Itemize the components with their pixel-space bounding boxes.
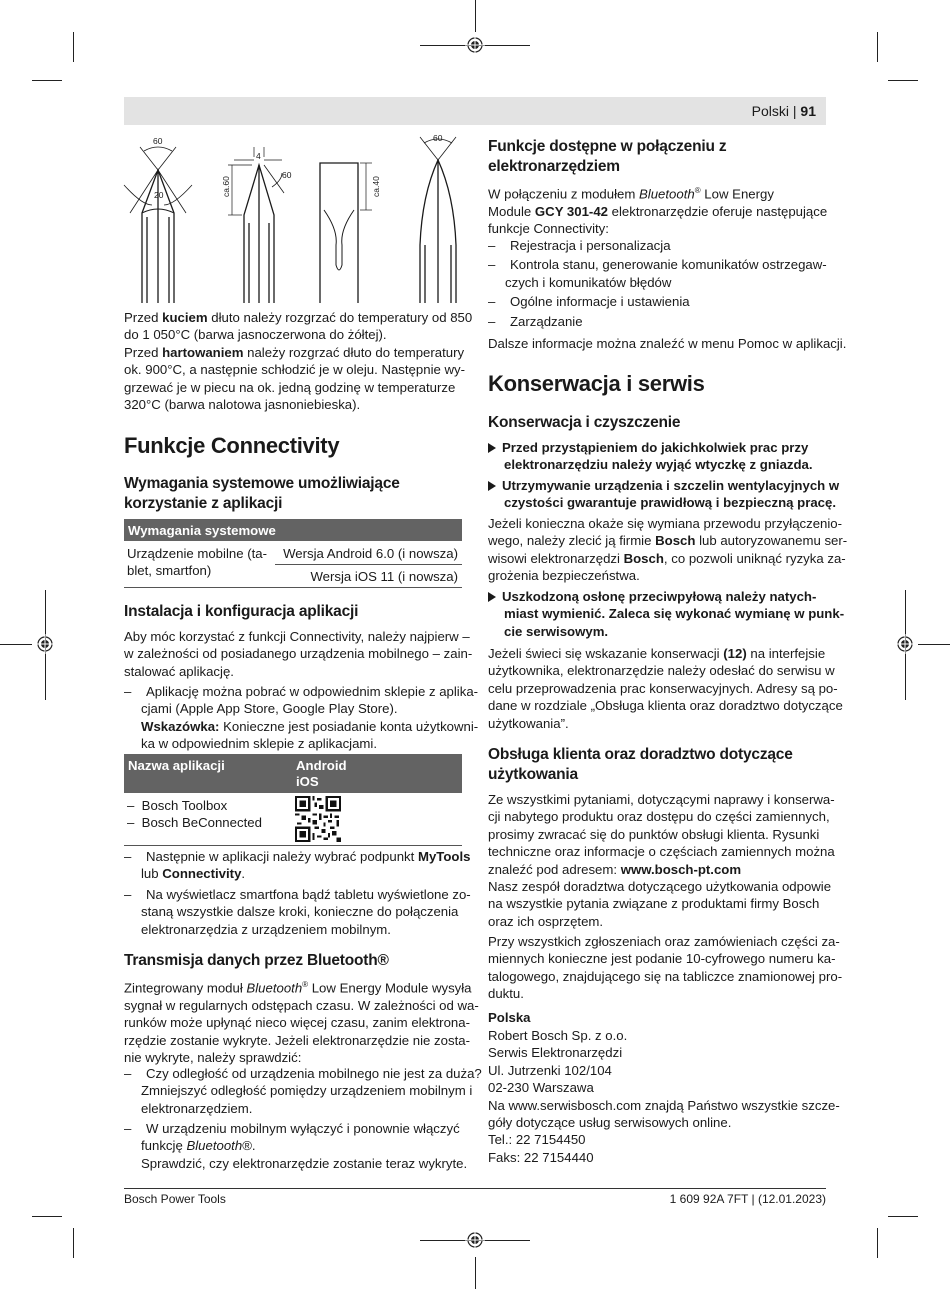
install-item-3: – Na wyświetlacz smartfona bądź tabletu wyświetlone zo- staną wszystkie dalsze kroki, konieczne do połączenia elektronarzędzia z urządzeniem mobilnym. [124,887,471,937]
triangle-bullet-icon [488,592,496,602]
requirements-android: Wersja Android 6.0 (i nowsza) [283,546,458,561]
footer-left: Bosch Power Tools [124,1192,226,1206]
requirements-table-header: Wymagania systemowe [124,519,462,541]
bluetooth-item-1: – Czy odległość od urządzenia mobilnego nie jest za duża? Zmniejszyć odległość pomiędzy urządzeniem mobilnym i elektronarzędziem. [124,1066,482,1116]
figure-label-angle4: 60 [433,135,443,143]
figure-label-dim-side2: ca.40 [371,176,381,197]
requirements-ios: Wersja iOS 11 (i nowsza) [310,569,458,584]
heading-bluetooth: Transmisja danych przez Bluetooth® [124,952,389,969]
apps-list: – Bosch Toolbox – Bosch BeConnected [127,798,262,831]
page-number [752,103,816,119]
crop-mark [475,1257,476,1289]
address-block: Robert Bosch Sp. z o.o. Serwis Elektronarzędzi Ul. Jutrzenki 102/104 02-230 Warszawa Na www.serwisbosch.com znajdą Państwo wszystkie szcze- góły dotyczące usług serwisowych online. Tel.: 22 7154450 Faks: 22 7154440 [488,1028,840,1165]
bosch-website-link[interactable]: www.bosch-pt.com [620,861,742,877]
apps-table-header: Nazwa aplikacji Android iOS [124,754,462,793]
bluetooth-item-2: – W urządzeniu mobilnym wyłączyć i ponownie włączyć funkcję Bluetooth®. Sprawdzić, czy elektronarzędzie zostanie teraz wykryte. [124,1121,468,1171]
functions-intro: W połączeniu z modułem Bluetooth® Low Energy Module GCY 301-42 elektronarzędzie oferuje następujące funkcje Connectivity: [488,186,828,237]
page-header [124,97,826,125]
country-heading: Polska [488,1010,531,1025]
crop-mark [32,1216,62,1217]
table-divider [124,845,462,846]
warning-clean: Utrzymywanie urządzenia i szczelin wentylacyjnych w czystości gwarantuje prawidłową i bezpieczną pracę. [488,477,839,512]
header-page-number: 91 [800,103,816,119]
maintenance-text: Jeżeli świeci się wskazanie konserwacji (12) na interfejsie użytkownika, elektronarzędzie należy odesłać do serwisu w celu przeprowadzenia prac konserwacyjnych. Adresy są po- dane w rozdziale „Obsługa klienta oraz doradztwo dotyczące użytkowania”. [488,646,843,731]
figure-label-dim-side1: ca.60 [221,176,231,197]
table-divider [124,587,462,588]
functions-more: Dalsze informacje można znaleźć w menu Pomoc w aplikacji. [488,336,847,351]
figure-label-angle3: 60 [282,170,292,180]
triangle-bullet-icon [488,481,496,491]
crop-mark [32,80,62,81]
crop-mark [888,1216,918,1217]
cable-text: Jeżeli konieczna okaże się wymiana przewodu przyłączenio- wego, należy zlecić ją firmie Bosch lub autoryzowanemu ser- wisowi elektronarzędzi Bosch, co pozwoli uniknąć ryzyka za- grożenia bezpieczeństwa. [488,516,848,584]
support-text: Ze wszystkimi pytaniami, dotyczącymi naprawy i konserwa- cji nabytego produktu oraz dostępu do części zamiennych, prosimy zwracać się do punktów obsługi klienta. Rysunki techniczne oraz informacje o częściach zamiennych można znaleźć pod adresem: www.bosch-pt.com Nasz zespół doradztwa dotyczącego użytkowania odpowie na wszystkie pytania związane z produktami firmy Bosch oraz ich osprzętem. [488,792,835,929]
warning-unplug: Przed przystąpieniem do jakichkolwiek prac przy elektronarzędziu należy wyjąć wtyczkę z gniazda. [488,439,813,474]
order-text: Przy wszystkich zgłoszeniach oraz zamówieniach części za- miennych konieczne jest podanie 10-cyfrowego numeru ka- talogowego, znajdującego się na tabliczce znamionowej pro- duktu. [488,934,843,1002]
triangle-bullet-icon [488,443,496,453]
footer-divider [124,1188,826,1189]
functions-list: – Rejestracja i personalizacja – Kontrola stanu, generowanie komunikatów ostrzegaw- czych i komunikatów błędów – Ogólne informacje i ustawienia – Zarządzanie [488,238,827,329]
crop-mark [0,644,32,645]
figure-label-angle1: 60 [153,136,163,146]
crop-mark [918,644,950,645]
figure-label-angle2: 20 [154,190,164,200]
chisel-figure [122,135,467,305]
heading-cleaning: Konserwacja i czyszczenie [488,414,681,431]
figure-label-dim-top: 4 [256,151,261,161]
crop-mark [877,32,878,62]
heat-treatment-text: Przed kuciem dłuto należy rozgrzać do temperatury od 850 do 1 050°C (barwa jasnoczerwona do żółtej). Przed hartowaniem należy rozgrzać dłuto do temperatury ok. 900°C, a następnie schłodzić je w oleju. Następnie wy- grzewać je w piecu na ok. jedną godzinę w temperaturze 320°C (barwa nalotowa jasnoniebieska). [124,310,473,413]
table-divider [275,564,462,565]
footer-right: 1 609 92A 7FT | (12.01.2023) [669,1192,826,1206]
crop-mark [888,80,918,81]
heading-service: Konserwacja i serwis [488,371,705,396]
crop-mark [73,1228,74,1258]
header-language: Polski [751,103,789,119]
crop-mark [475,0,476,32]
install-item-1: – Aplikację można pobrać w odpowiednim sklepie z aplika- cjami (Apple App Store, Google Play Store). Wskazówka: Konieczne jest posiadanie konta użytkowni- ka w odpowiednim sklepie z aplikacjami. [124,684,479,752]
heading-requirements: Wymagania systemowe umożliwiające korzystanie z aplikacji [124,475,400,512]
heading-install: Instalacja i konfiguracja aplikacji [124,603,359,620]
header-separator: | [792,103,797,119]
heading-support: Obsługa klienta oraz doradztwo dotyczące użytkowania [488,746,793,783]
heading-functions: Funkcje dostępne w połączeniu z elektronarzędziem [488,138,727,175]
heading-connectivity: Funkcje Connectivity [124,433,340,458]
registration-mark-icon [465,1230,485,1250]
registration-mark-icon [895,634,915,654]
install-intro: Aby móc korzystać z funkcji Connectivity, należy najpierw – w zależności od posiadanego urządzenia mobilnego – zain- stalować aplikację. [124,629,473,679]
registration-mark-icon [35,634,55,654]
requirements-device: Urządzenie mobilne (ta- blet, smartfon) [127,546,267,579]
warning-dust-cover: Uszkodzoną osłonę przeciwpyłową należy natych- miast wymienić. Zaleca się wykonać wymianę w punk- cie serwisowym. [488,588,844,640]
qr-code-icon [295,796,341,842]
crop-mark [877,1228,878,1258]
registration-mark-icon [465,35,485,55]
crop-mark [73,32,74,62]
install-item-2: – Następnie w aplikacji należy wybrać podpunkt MyTools lub Connectivity. [124,849,471,882]
bluetooth-text: Zintegrowany moduł Bluetooth® Low Energy Module wysyła sygnał w regularnych odstępach czasu. W zależności od wa- runków może upłynąć nieco więcej czasu, zanim elektrona- rzędzie zostanie wykryte. Jeżeli elektronarzędzie nie zosta- nie wykryte, należy sprawdzić: [124,980,479,1066]
